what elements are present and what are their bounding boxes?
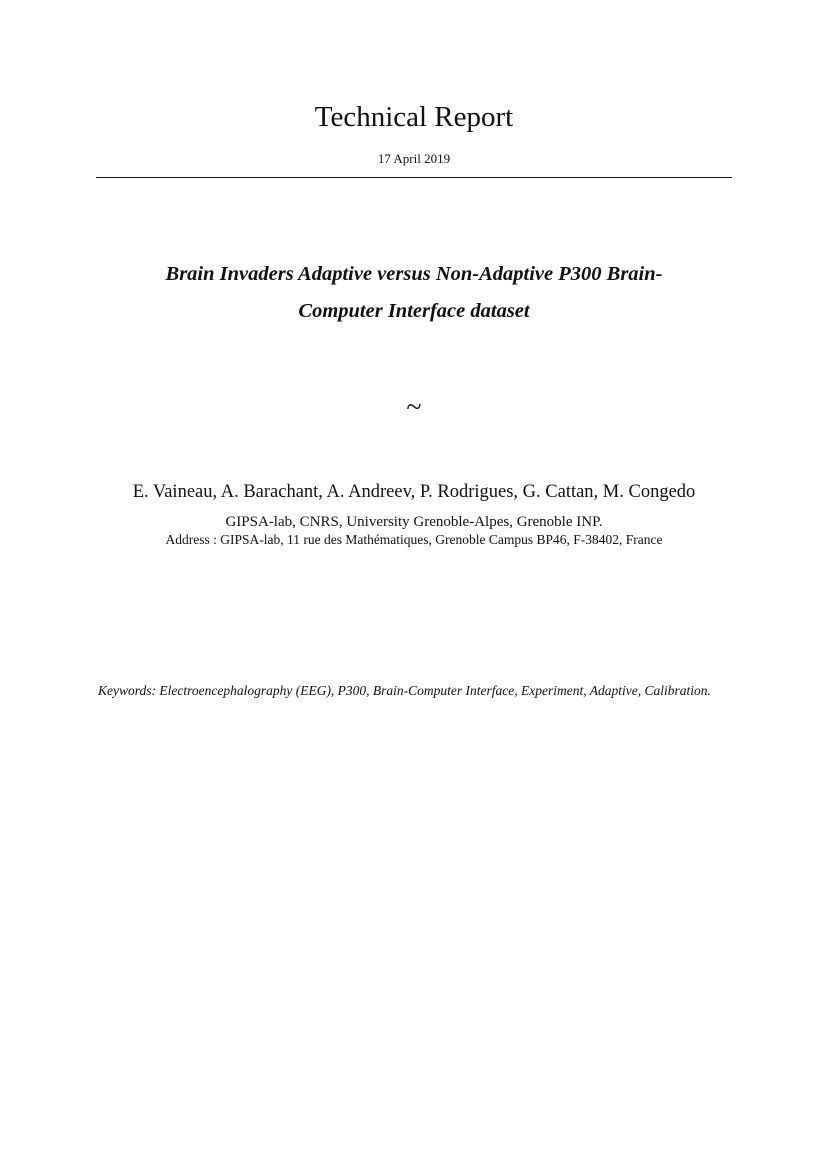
- address: Address : GIPSA-lab, 11 rue des Mathématiques, Grenoble Campus BP46, F-38402, France: [165, 532, 663, 547]
- keywords: Keywords: Electroencephalography (EEG), P300, Brain-Computer Interface, Experiment, Adaptive, Calibration.: [98, 683, 711, 698]
- section-separator: ~: [406, 392, 422, 423]
- header-divider: [96, 177, 732, 178]
- paper-title-line-1: Brain Invaders Adaptive versus Non-Adaptive P300 Brain-: [165, 263, 663, 285]
- affiliation: GIPSA-lab, CNRS, University Grenoble-Alpes, Grenoble INP.: [225, 514, 603, 530]
- report-date: 17 April 2019: [377, 151, 451, 166]
- author-list: E. Vaineau, A. Barachant, A. Andreev, P. Rodrigues, G. Cattan, M. Congedo: [132, 482, 696, 502]
- paper-title-line-2: Computer Interface dataset: [298, 300, 530, 322]
- report-type-heading: Technical Report: [314, 101, 514, 133]
- paper-title: [96, 256, 732, 330]
